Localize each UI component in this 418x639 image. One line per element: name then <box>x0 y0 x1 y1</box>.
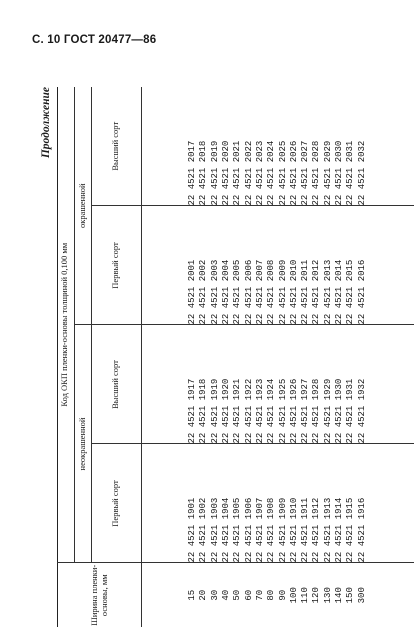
okp-code-col4-3: 22 4521 2019 <box>209 140 220 206</box>
okp-code-col4-1: 22 4521 2017 <box>187 140 198 206</box>
okp-code-col2-2: 22 4521 1918 <box>198 378 209 444</box>
okp-code-col1-14: 22 4521 1914 <box>333 497 344 563</box>
width-value-2: 20 <box>198 589 209 601</box>
page-header: С. 10 ГОСТ 20477—86 <box>32 34 157 46</box>
okp-code-col3-11: 22 4521 2011 <box>300 259 311 325</box>
continuation-label: Продолжение <box>40 87 52 159</box>
group-header-uncolored: неокрашенной <box>74 325 91 563</box>
okp-code-col4-14: 22 4521 2030 <box>333 140 344 206</box>
subcol-uncolored-top-grade: Высший сорт <box>91 325 141 444</box>
width-value-11: 110 <box>300 587 311 604</box>
okp-code-col4-12: 22 4521 2028 <box>311 140 322 206</box>
okp-code-col4-10: 22 4521 2026 <box>288 140 299 206</box>
okp-code-col3-8: 22 4521 2008 <box>266 259 277 325</box>
okp-code-col3-14: 22 4521 2014 <box>333 259 344 325</box>
okp-code-col4-11: 22 4521 2027 <box>300 140 311 206</box>
okp-code-col2-13: 22 4521 1929 <box>322 378 333 444</box>
width-value-6: 60 <box>243 589 254 601</box>
okp-code-col1-13: 22 4521 1913 <box>322 497 333 563</box>
width-value-5: 50 <box>232 589 243 601</box>
okp-code-col3-13: 22 4521 2013 <box>322 259 333 325</box>
okp-code-col4-15: 22 4521 2031 <box>345 140 356 206</box>
okp-code-col1-8: 22 4521 1908 <box>266 497 277 563</box>
okp-code-table <box>57 87 414 627</box>
okp-code-col4-7: 22 4521 2023 <box>254 140 265 206</box>
okp-code-col3-10: 22 4521 2010 <box>288 259 299 325</box>
okp-code-col1-7: 22 4521 1907 <box>254 497 265 563</box>
width-value-12: 120 <box>311 587 322 604</box>
okp-code-col4-4: 22 4521 2020 <box>221 140 232 206</box>
okp-code-col3-7: 22 4521 2007 <box>254 259 265 325</box>
rotated-table-block <box>40 87 375 627</box>
okp-code-col3-4: 22 4521 2004 <box>221 259 232 325</box>
okp-code-col3-15: 22 4521 2015 <box>345 259 356 325</box>
okp-code-col1-11: 22 4521 1911 <box>300 497 311 563</box>
okp-code-col2-11: 22 4521 1927 <box>300 378 311 444</box>
subcol-colored-top-grade: Высший сорт <box>91 87 141 206</box>
okp-code-col1-10: 22 4521 1910 <box>288 497 299 563</box>
width-value-8: 80 <box>266 589 277 601</box>
okp-code-col2-8: 22 4521 1924 <box>266 378 277 444</box>
okp-code-col3-2: 22 4521 2002 <box>198 259 209 325</box>
okp-code-col2-12: 22 4521 1928 <box>311 378 322 444</box>
width-value-10: 100 <box>288 587 299 604</box>
okp-code-col4-5: 22 4521 2021 <box>232 140 243 206</box>
width-value-13: 130 <box>322 587 333 604</box>
okp-code-col3-12: 22 4521 2012 <box>311 259 322 325</box>
codes-uncolored-top-grade <box>141 325 414 444</box>
width-values-column <box>141 563 414 627</box>
okp-code-col1-9: 22 4521 1909 <box>277 497 288 563</box>
okp-code-col2-14: 22 4521 1930 <box>333 378 344 444</box>
codes-colored-first-grade <box>141 206 414 325</box>
okp-code-col1-2: 22 4521 1902 <box>198 497 209 563</box>
okp-code-col3-6: 22 4521 2006 <box>243 259 254 325</box>
okp-code-col2-4: 22 4521 1920 <box>221 378 232 444</box>
codes-colored-top-grade <box>141 87 414 206</box>
okp-code-col4-2: 22 4521 2018 <box>198 140 209 206</box>
width-value-3: 30 <box>209 589 220 601</box>
okp-code-col3-3: 22 4521 2003 <box>209 259 220 325</box>
okp-code-col1-15: 22 4521 1915 <box>345 497 356 563</box>
okp-code-col1-4: 22 4521 1904 <box>221 497 232 563</box>
code-column-header: Код ОКП пленки-основы толщиной 0,100 мм <box>57 87 74 563</box>
subcol-colored-first-grade: Первый сорт <box>91 206 141 325</box>
okp-code-col4-13: 22 4521 2029 <box>322 140 333 206</box>
okp-code-col2-3: 22 4521 1919 <box>209 378 220 444</box>
width-value-15: 150 <box>345 587 356 604</box>
okp-code-col1-3: 22 4521 1903 <box>209 497 220 563</box>
okp-code-col2-7: 22 4521 1923 <box>254 378 265 444</box>
okp-code-col2-5: 22 4521 1921 <box>232 378 243 444</box>
width-value-16: 300 <box>356 587 367 604</box>
group-header-colored: окрашенной <box>74 87 91 325</box>
okp-code-col1-5: 22 4521 1905 <box>232 497 243 563</box>
okp-code-col1-1: 22 4521 1901 <box>187 497 198 563</box>
okp-code-col2-9: 22 4521 1925 <box>277 378 288 444</box>
width-column-header: Ширина пленки-основы, мм <box>57 563 141 627</box>
width-value-9: 90 <box>277 589 288 601</box>
okp-code-col2-1: 22 4521 1917 <box>187 378 198 444</box>
okp-code-col4-8: 22 4521 2024 <box>266 140 277 206</box>
width-value-14: 140 <box>333 587 344 604</box>
okp-code-col1-16: 22 4521 1916 <box>356 497 367 563</box>
okp-code-col1-6: 22 4521 1906 <box>243 497 254 563</box>
okp-code-col4-6: 22 4521 2022 <box>243 140 254 206</box>
okp-code-col3-16: 22 4521 2016 <box>356 259 367 325</box>
width-value-4: 40 <box>221 589 232 601</box>
okp-code-col2-16: 22 4521 1932 <box>356 378 367 444</box>
okp-code-col1-12: 22 4521 1912 <box>311 497 322 563</box>
width-value-7: 70 <box>254 589 265 601</box>
okp-code-col3-5: 22 4521 2005 <box>232 259 243 325</box>
okp-code-col4-9: 22 4521 2025 <box>277 140 288 206</box>
okp-code-col3-1: 22 4521 2001 <box>187 259 198 325</box>
okp-code-col2-15: 22 4521 1931 <box>345 378 356 444</box>
width-value-1: 15 <box>187 589 198 601</box>
okp-code-col4-16: 22 4521 2032 <box>356 140 367 206</box>
okp-code-col3-9: 22 4521 2009 <box>277 259 288 325</box>
okp-code-col2-6: 22 4521 1922 <box>243 378 254 444</box>
subcol-uncolored-first-grade: Первый сорт <box>91 444 141 563</box>
okp-code-col2-10: 22 4521 1926 <box>288 378 299 444</box>
codes-uncolored-first-grade <box>141 444 414 563</box>
